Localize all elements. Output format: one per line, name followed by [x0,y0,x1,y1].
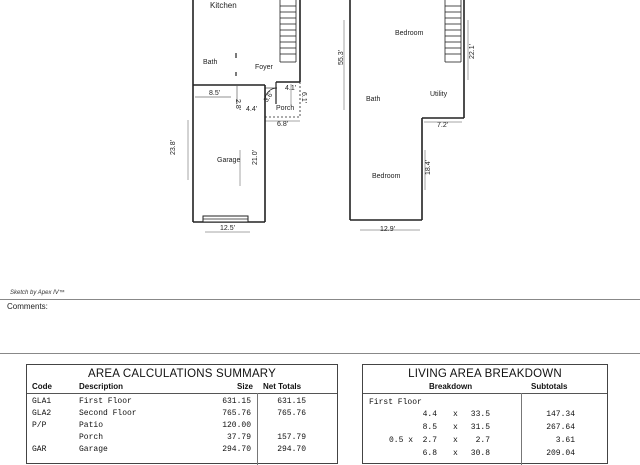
row-net: 631.15 [277,397,306,406]
row-net: 157.79 [277,433,306,442]
header-subtotals: Subtotals [531,382,568,391]
header-description: Description [79,382,124,391]
row-factor: 0.5 x [389,436,414,445]
dim-12-5: 12.5' [220,225,235,232]
row-b: 30.8 [470,449,490,458]
dim-4-1: 4.1' [285,85,297,92]
dim-8-5: 8.5' [209,90,221,97]
row-a: 4.4 [422,410,437,419]
dim-21-0: 21.0' [252,150,259,165]
dim-55-3: 55.3' [338,50,345,65]
row-times: x [453,449,458,458]
row-a: 8.5 [422,423,437,432]
comments-bottom-rule [0,353,640,354]
room-label-porch: Porch [276,105,295,112]
room-label-bedroom-lower: Bedroom [372,173,401,180]
row-subtotal: 209.04 [546,449,575,458]
header-size: Size [237,382,254,391]
summary-header-divider [27,393,337,394]
dim-22-1: 22.1' [469,44,476,59]
row-times: x [453,410,458,419]
dim-12-9: 12.9' [380,226,395,233]
row-description: Second Floor [79,409,137,418]
first-floor-plan [188,0,300,232]
row-code: GLA2 [32,409,52,418]
room-label-foyer: Foyer [255,64,273,71]
breakdown-header-divider [363,393,607,394]
row-net: 765.76 [277,409,306,418]
summary-col-divider [257,393,258,465]
comments-top-rule [0,299,640,300]
dim-18-4: 18.4' [425,160,432,175]
header-code: Code [32,382,52,391]
room-label-bath-second: Bath [366,96,381,103]
dim-2-8: 2.8' [234,99,241,111]
row-subtotal: 3.61 [555,436,575,445]
header-breakdown: Breakdown [429,382,473,391]
row-code: GLA1 [32,397,52,406]
sketch-credit: Sketch by Apex IV™ [10,290,65,296]
row-a: 2.7 [422,436,437,445]
room-label-bath: Bath [203,59,218,66]
row-a: 6.8 [422,449,437,458]
room-label-kitchen: Kitchen [210,1,237,10]
room-label-bedroom-upper: Bedroom [395,30,424,37]
breakdown-section-label: First Floor [369,398,422,407]
living-area-breakdown [362,364,608,464]
row-size: 120.00 [222,421,251,430]
row-net: 294.70 [277,445,306,454]
row-times: x [453,423,458,432]
room-label-utility: Utility [430,91,448,98]
comments-label: Comments: [7,302,48,311]
breakdown-title: LIVING AREA BREAKDOWN [408,368,562,380]
row-b: 33.5 [470,410,490,419]
breakdown-col-divider [521,393,522,465]
row-subtotal: 147.34 [546,410,575,419]
dim-7-2: 7.2' [437,122,449,129]
row-description: Patio [79,421,104,430]
row-b: 31.5 [470,423,490,432]
dim-3-6: 3.6' [262,90,276,104]
row-size: 294.70 [222,445,251,454]
row-size: 765.76 [222,409,251,418]
row-code: P/P [32,421,47,430]
dim-4-4: 4.4' [246,106,258,113]
first-floor-stairs [280,0,296,62]
second-floor-stairs [445,0,461,62]
row-description: Porch [79,433,104,442]
dim-6-8: 6.8' [277,121,289,128]
area-calculations-summary [26,364,338,464]
row-times: x [453,436,458,445]
row-subtotal: 267.64 [546,423,575,432]
room-label-garage: Garage [217,157,241,164]
row-size: 631.15 [222,397,251,406]
row-size: 37.79 [226,433,251,442]
summary-title: AREA CALCULATIONS SUMMARY [88,368,276,380]
header-net-totals: Net Totals [263,382,302,391]
row-description: First Floor [79,397,132,406]
row-b: 2.7 [475,436,490,445]
dim-23-8: 23.8' [170,140,177,155]
dim-6-1: 6.1' [300,92,307,104]
row-description: Garage [79,445,108,454]
row-code: GAR [32,445,47,454]
